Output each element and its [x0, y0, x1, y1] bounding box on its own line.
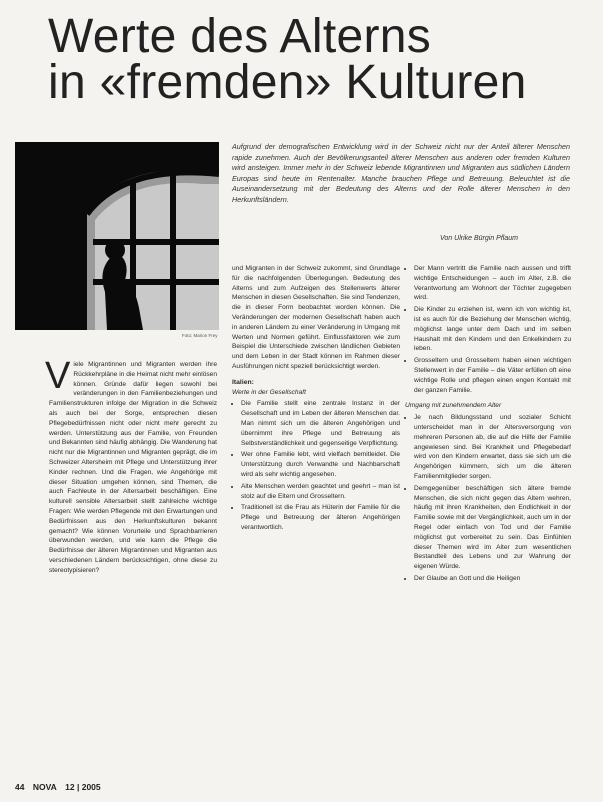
list-item: • Je nach Bildungsstand und sozialer Schicht unterscheidet man in der Altersversorgung von mehreren Personen ab, die auf die Hilfe der Familie angewiesen sind. Bei Krankheit und Pflegebedarf wird von den Kindern erwartet, dass sie sich um die Angehörigen kümmern, sich um die älteren Familienmitglieder sorgen.	[414, 413, 571, 482]
bullet-list	[405, 413, 571, 584]
title-line-2: in «fremden» Kulturen	[48, 56, 527, 109]
column-1	[45, 355, 217, 576]
page-number: 44	[15, 782, 25, 792]
list-item: • Grosseltern und Grosseltern haben einen wichtigen Stellenwert in der Familie – die Väter erfüllen oft eine wichtige Rolle und pflegen einen engen Kontakt mit der ganzen Familie.	[414, 356, 571, 395]
title-line-1: Werte des Alterns	[48, 10, 432, 63]
bullet-list	[232, 399, 400, 532]
page-footer	[15, 782, 107, 792]
issue-number: 12 | 2005	[65, 782, 101, 792]
list-item: • Die Kinder zu erziehen ist, wenn ich von wichtig ist, ist es auch für die Beziehung der Menschen wichtig, möglichst lange unter dem Dach und im selben Haushalt mit den Kindern und den Enkelkindern zu leben.	[414, 305, 571, 354]
bullet-list	[405, 264, 571, 395]
column-3	[405, 264, 571, 586]
section-heading-italien: Italien:	[232, 378, 254, 386]
list-item: • Der Glaube an Gott und die Heiligen	[414, 574, 571, 584]
window-silhouette-image	[15, 142, 219, 330]
column-2	[232, 264, 400, 535]
list-item: • Traditionell ist die Frau als Hüterin der Familie für die Pflege und Betreuung der älteren Angehörigen verantwortlich.	[241, 503, 400, 532]
list-item: • Die Familie stellt eine zentrale Instanz in der Gesellschaft und im Leben der älteren Menschen dar. Man nimmt sich um die älteren Angehörigen und übernimmt ihre Pflege und Betreuung als Selbstverständlichkeit und gegenseitige Verpflichtung.	[241, 399, 400, 448]
column-2-text: und Migranten in der Schweiz zukommt, sind Grundlage für die nachfolgenden Überlegungen. Bedeutung des Alterns und zum Aufzeigen des Stellenwerts älterer Menschen in diesen Gesellschaften. Sie sind Tendenzen, die in dieser Form beobachtet worden können. Die Veränderungen der modernen Gesellschaft haben auch in anderen Ländern zu einer Veränderung in Umgang mit Werten und Normen geführt. Einflussfaktoren wie zum Beispiel die Unterschiede zwischen ländlichen Gebieten und dem Leben in der Stadt können im Rahmen dieser Ausführungen nicht speziell berücksichtigt werden.	[232, 265, 400, 370]
magazine-name: NOVA	[32, 782, 57, 792]
article-intro: Aufgrund der demografischen Entwicklung wird in der Schweiz nicht nur der Anteil älterer Menschen rapide zunehmen. Auch der Bevölkerungsanteil älterer Menschen aus anderen oder fremden Kulturen wird ansteigen. Immer mehr in der Schweiz lebende Migrantinnen und Migranten aus südlichen Ländern Europas sind heute im Rentenalter. Manche brauchen Pflege und Betreuung. Beleuchtet ist die Auseinandersetzung mit der Bedeutung des Alterns und der Rolle älterer Menschen in den Herkunftsländern.	[232, 142, 570, 204]
section-subheading: Umgang mit zunehmendem Alter	[405, 402, 502, 410]
section-subheading: Werte in der Gesellschaft	[232, 388, 306, 396]
list-item: • Demgegenüber beschäftigen sich ältere fremde Menschen, die sich nicht gegen das Altern wehren, häufig mit ihren Krankheiten, den Endlichkeit in der Familie sowie mit der Vergänglichkeit, auch um in der Regel oder einfach von Tod und der Familie möglichst gut vorbereitet zu sein. Das Einfühlen dieser Themen wird im Alter zum wesentlichen Bestandteil des Lebens und zur Wahrung der eigenen Würde.	[414, 484, 571, 572]
article-title	[48, 10, 527, 109]
column-1-text: iele Migrantinnen und Migranten werden ihre Rückkehrpläne in die Heimat nicht mehr einlösen können. Gründe dafür liegen sowohl bei veränderungen in den Familienbeziehungen und Familienstrukturen infolge der Migration in die Schweiz als auch bei der Sorge, entsprechen diesen Pflegebedürfnissen nicht oder nicht mehr gerecht zu werden. Unterstützung aus der Familie, von Freunden und Bekannten sind häufig abhängig. Die Wanderung hat nicht nur die Migrantinnen und Migranten geprägt, die im Schweizer Altersheim mit Pflege und Unterstützung ihrer Kinder rechnen. Und die Fragen, wie Angehörige mit dieser Situation umgehen können, sind Themen, die auch Fachleute in der Altersarbeit beschäftigen. Eine kulturell sensible Altersarbeit stellt zahlreiche wichtige Fragen: Wie werden Pflegende mit den Erwartungen und Bedürfnissen aus den Herkunftskulturen bekannt gemacht? Wie können Vorurteile und Sprachbarrieren überwunden werden, und wie kann die Pflege die Bedürfnisse der älteren Migrantinnen und Migranten aus verschiedenen Ländern berücksichtigen, ohne diese zu stereotypisieren?	[49, 361, 217, 574]
list-item: • Alte Menschen werden geachtet und geehrt – man ist stolz auf die Eltern und Grosseltern.	[241, 482, 400, 502]
article-author: Von Ulrike Bürgin Pflaum	[440, 235, 518, 242]
list-item: • Wer ohne Familie lebt, wird vielfach bemitleidet. Die Unterstützung durch Verwandte und Nachbarschaft wird als sehr wichtig angesehen.	[241, 450, 400, 479]
list-item: • Der Mann vertritt die Familie nach aussen und trifft wichtige Entscheidungen – auch im Alter, z.B. die Verantwortung am Wohnort der Töchter zugegeben wird.	[414, 264, 571, 303]
article-photo	[15, 142, 219, 330]
drop-cap: V	[45, 355, 71, 397]
photo-caption: Foto: Marion Frey	[182, 333, 218, 338]
